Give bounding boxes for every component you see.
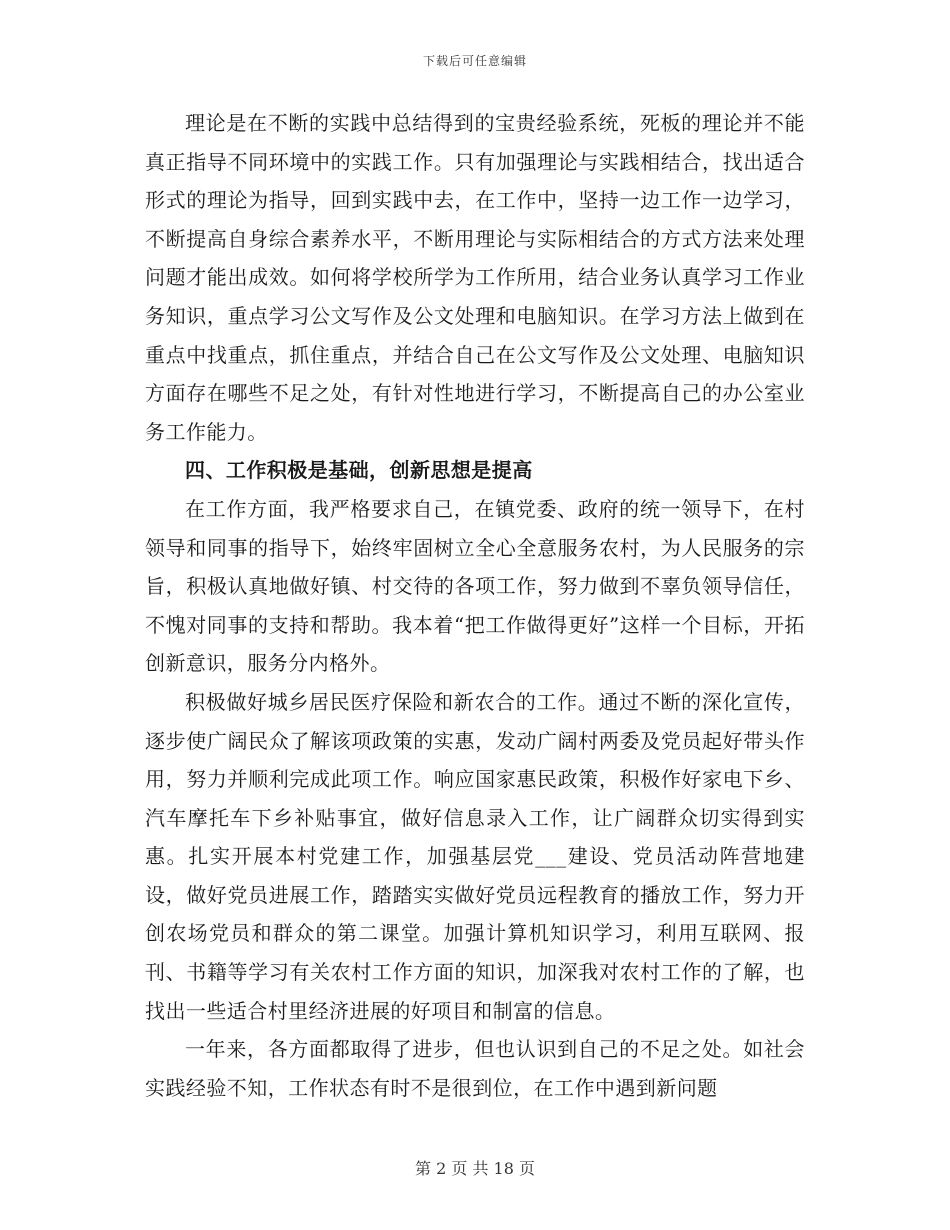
document-body: [145, 104, 805, 1107]
section-heading-four: 四、工作积极是基础，创新思想是提高: [185, 458, 533, 483]
paragraph-theory-practice: 理论是在不断的实践中总结得到的宝贵经验系统，死板的理论并不能真正指导不同环境中的实践工作。只有加强理论与实践相结合，找出适合形式的理论为指导，回到实践中去，在工作中，坚持一边工作一边学习，不断提高自身综合素养水平，不断用理论与实际相结合的方式方法来处理问题才能出成效。如何将学校所学为工作所用，结合业务认真学习工作业务知识，重点学习公文写作及公文处理和电脑知识。在学习方法上做到在重点中找重点，抓住重点，并结合自己在公文写作及公文处理、电脑知识方面存在哪些不足之处，有针对性地进行学习，不断提高自己的办公室业务工作能力。: [145, 111, 805, 444]
page-number-footer: 第 2 页 共 18 页: [415, 1159, 535, 1178]
paragraph-work-attitude: 在工作方面，我严格要求自己，在镇党委、政府的统一领导下，在村领导和同事的指导下，始终牢固树立全心全意服务农村，为人民服务的宗旨，积极认真地做好镇、村交待的各项工作，努力做到不辜负领导信任，不愧对同事的支持和帮助。我本着“把工作做得更好”这样一个目标，开拓创新意识，服务分内格外。: [145, 496, 805, 676]
page-header: 下载后可任意编辑: [422, 54, 527, 68]
paragraph-year-review: 一年来，各方面都取得了进步，但也认识到自己的不足之处。如社会实践经验不知，工作状态有时不是很到位，在工作中遇到新问题: [145, 1037, 805, 1100]
paragraph-medical-insurance: 积极做好城乡居民医疗保险和新农合的工作。通过不断的深化宣传，逐步使广阔民众了解该项政策的实惠，发动广阔村两委及党员起好带头作用，努力并顺利完成此项工作。响应国家惠民政策，积极作好家电下乡、汽车摩托车下乡补贴事宜，做好信息录入工作，让广阔群众切实得到实惠。扎实开展本村党建工作，加强基层党___建设、党员活动阵营地建设，做好党员进展工作，踏踏实实做好党员远程教育的播放工作，努力开创农场党员和群众的第二课堂。加强计算机知识学习，利用互联网、报刊、书籍等学习有关农村工作方面的知识，加深我对农村工作的了解，也找出一些适合村里经济进展的好项目和制富的信息。: [145, 689, 805, 1023]
